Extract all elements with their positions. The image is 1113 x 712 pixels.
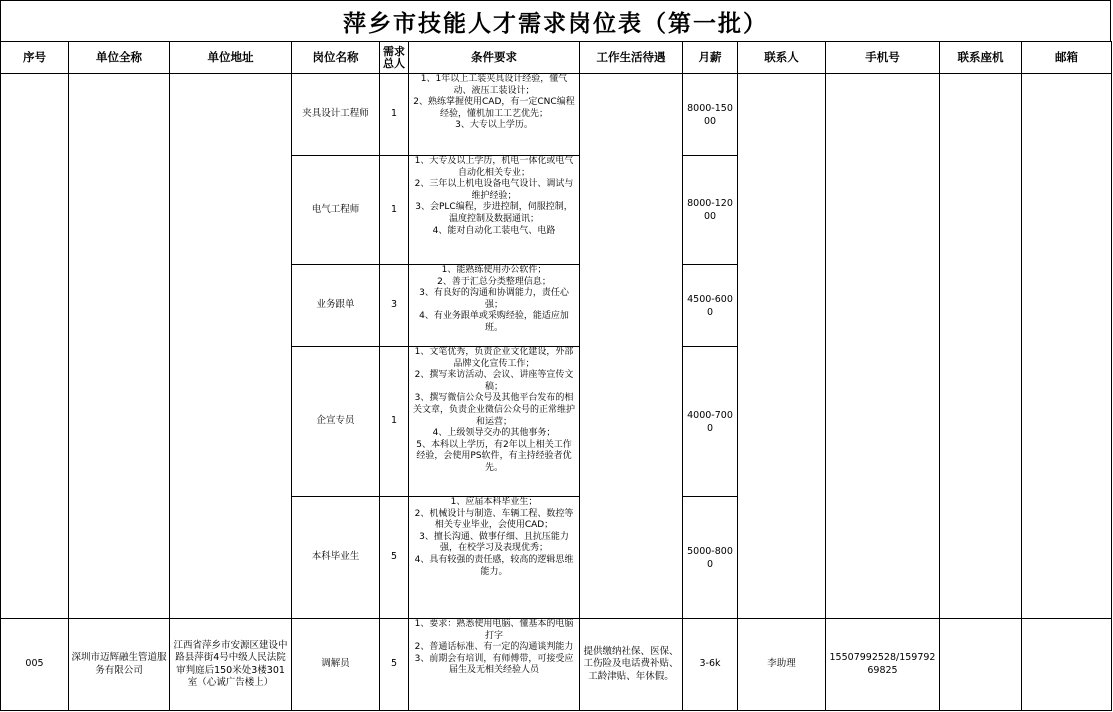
seq-cell: 005 bbox=[1, 619, 69, 711]
conditions-cell: 1、1年以上工装夹具设计经验，懂气动、液压工装设计； 2、熟练掌握使用CAD，有一定CNC编程经验，懂机加工工艺优先； 3、大专以上学历。 bbox=[409, 74, 580, 156]
table-row bbox=[1, 619, 1112, 711]
position-cell: 电气工程师 bbox=[292, 156, 380, 265]
header-phone: 手机号 bbox=[826, 42, 940, 74]
conditions-cell: 1、大专及以上学历，机电一体化或电气自动化相关专业； 2、三年以上机电设备电气设计、调试与维护经验； 3、会PLC编程，步进控制，伺服控制，温度控制及数据通讯； 4、能对自动化工装电气、电路 bbox=[409, 156, 580, 265]
header-landline: 联系座机 bbox=[940, 42, 1022, 74]
phone-cell-empty bbox=[826, 74, 940, 619]
landline-cell bbox=[940, 619, 1022, 711]
header-row bbox=[1, 42, 1112, 74]
header-address: 单位地址 bbox=[170, 42, 292, 74]
company-cell: 深圳市迈辉融生管道服务有限公司 bbox=[69, 619, 170, 711]
position-cell: 本科毕业生 bbox=[292, 497, 380, 619]
header-salary: 月薪 bbox=[683, 42, 738, 74]
count-cell: 1 bbox=[380, 74, 409, 156]
seq-cell-empty bbox=[1, 74, 69, 619]
count-cell: 3 bbox=[380, 265, 409, 347]
header-contact: 联系人 bbox=[738, 42, 826, 74]
salary-cell: 4500-6000 bbox=[683, 265, 738, 347]
job-table bbox=[0, 41, 1112, 711]
table-row bbox=[1, 74, 1112, 156]
salary-cell: 4000-7000 bbox=[683, 347, 738, 497]
contact-cell: 李助理 bbox=[738, 619, 826, 711]
landline-cell-empty bbox=[940, 74, 1022, 619]
address-cell: 江西省萍乡市安源区建设中路县萍街4号中级人民法院审判庭后150米处3楼301室（心诚广告楼上） bbox=[170, 619, 292, 711]
count-cell: 5 bbox=[380, 619, 409, 711]
contact-cell-empty bbox=[738, 74, 826, 619]
salary-cell: 8000-12000 bbox=[683, 156, 738, 265]
page-title: 萍乡市技能人才需求岗位表（第一批） bbox=[0, 0, 1111, 42]
header-benefits: 工作生活待遇 bbox=[580, 42, 683, 74]
company-cell-empty bbox=[69, 74, 170, 619]
phone-cell: 15507992528/15979269825 bbox=[826, 619, 940, 711]
benefits-cell-empty bbox=[580, 74, 683, 619]
count-cell: 1 bbox=[380, 347, 409, 497]
address-cell-empty bbox=[170, 74, 292, 619]
conditions-cell: 1、要求：熟悉使用电脑、懂基本的电脑打字 2、普通话标准、有一定的沟通谈判能力 3、前期会有培训，有师傅带，可接受应届生及无相关经验人员 bbox=[409, 619, 580, 711]
position-cell: 业务跟单 bbox=[292, 265, 380, 347]
header-seq: 序号 bbox=[1, 42, 69, 74]
header-conditions: 条件要求 bbox=[409, 42, 580, 74]
benefits-cell: 提供缴纳社保、医保、工伤险及电话费补贴、工龄津贴、年休假。 bbox=[580, 619, 683, 711]
count-cell: 1 bbox=[380, 156, 409, 265]
salary-cell: 8000-15000 bbox=[683, 74, 738, 156]
email-cell-empty bbox=[1022, 74, 1112, 619]
header-count: 需求总人 bbox=[380, 42, 409, 74]
position-cell: 调解员 bbox=[292, 619, 380, 711]
conditions-cell: 1、能熟练使用办公软件； 2、善于汇总分类整理信息； 3、有良好的沟通和协调能力，责任心强； 4、有业务跟单或采购经验，能适应加班。 bbox=[409, 265, 580, 347]
header-position: 岗位名称 bbox=[292, 42, 380, 74]
conditions-cell: 1、文笔优秀，负责企业文化建设，外部品牌文化宣传工作； 2、撰写来访活动、会议、讲座等宣传文稿； 3、撰写微信公众号及其他平台发布的相关文章，负责企业微信公众号的正常维护和运营； 4、上级领导交办的其他事务； 5、本科以上学历，有2年以上相关工作经验，会使用PS软件，有主持经验者优先。 bbox=[409, 347, 580, 497]
position-cell: 企宣专员 bbox=[292, 347, 380, 497]
salary-cell: 5000-8000 bbox=[683, 497, 738, 619]
email-cell bbox=[1022, 619, 1112, 711]
position-cell: 夹具设计工程师 bbox=[292, 74, 380, 156]
count-cell: 5 bbox=[380, 497, 409, 619]
salary-cell: 3-6k bbox=[683, 619, 738, 711]
header-email: 邮箱 bbox=[1022, 42, 1112, 74]
header-company: 单位全称 bbox=[69, 42, 170, 74]
conditions-cell: 1、应届本科毕业生； 2、机械设计与制造、车辆工程、数控等相关专业毕业，会使用CAD； 3、擅长沟通、做事仔细、且抗压能力强，在校学习及表现优秀； 4、具有较强的责任感，较高的逻辑思维能力。 bbox=[409, 497, 580, 619]
